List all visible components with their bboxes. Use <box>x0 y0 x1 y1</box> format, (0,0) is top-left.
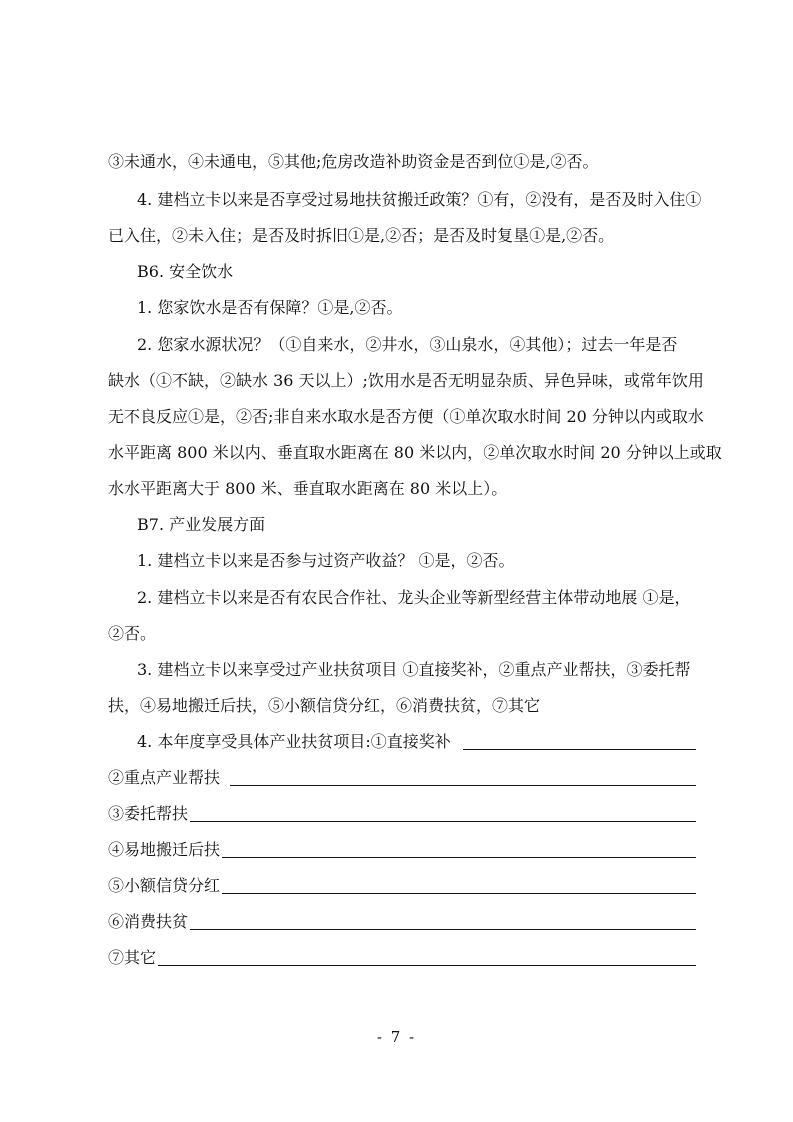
b7-q1: 1. 建档立卡以来是否参与过资产收益？ ①是，②否。 <box>137 551 515 570</box>
b6-q2-line3: 无不良反应①是，②否;非自来水取水是否方便（①单次取水时间 20 分钟以内或取水 <box>108 407 704 426</box>
fill-in-blank[interactable] <box>222 839 696 858</box>
fill-row-other <box>108 946 696 968</box>
b6-q2-line5: 水水平距离大于 800 米、垂直取水距离在 80 米以上）。 <box>108 479 508 498</box>
b7-q4-row <box>137 730 696 752</box>
fill-row-label: ④易地搬迁后扶 <box>108 840 221 859</box>
fill-in-blank[interactable] <box>190 803 696 822</box>
b6-heading: B6. 安全饮水 <box>137 262 234 281</box>
b7-q3-line1: 3. 建档立卡以来享受过产业扶贫项目 ①直接奖补，②重点产业帮扶，③委托帮 <box>137 660 691 679</box>
fill-row-key-industry <box>108 766 696 788</box>
fill-row-label: ②重点产业帮扶 <box>108 768 221 787</box>
b6-q1: 1. 您家饮水是否有保障？①是,②否。 <box>137 298 403 317</box>
fill-row-label: ③委托帮扶 <box>108 804 189 823</box>
b7-heading: B7. 产业发展方面 <box>137 515 266 534</box>
fill-row-microcredit-dividend <box>108 874 696 896</box>
fill-in-blank[interactable] <box>230 767 696 786</box>
b5-q4-line1: 4. 建档立卡以来是否享受过易地扶贫搬迁政策？①有，②没有，是否及时入住① <box>137 190 702 209</box>
b7-q3-line2: 扶，④易地搬迁后扶，⑤小额信贷分红，⑥消费扶贫，⑦其它 <box>108 696 541 715</box>
fill-row-relocation-support <box>108 838 696 860</box>
fill-in-blank[interactable] <box>158 947 696 966</box>
fill-row-label: ⑥消费扶贫 <box>108 912 189 931</box>
b6-q2-line1: 2. 您家水源状况？（①自来水，②井水，③山泉水，④其他）；过去一年是否 <box>137 335 678 354</box>
page-number: - 7 - <box>376 1028 417 1046</box>
b7-q2-line1: 2. 建档立卡以来是否有农民合作社、龙头企业等新型经营主体带动地展 ①是， <box>137 588 691 607</box>
b5-q4-line2: 已入住，②未入住；是否及时拆旧①是,②否；是否及时复垦①是,②否。 <box>108 226 615 245</box>
fill-row-label: ⑦其它 <box>108 948 157 967</box>
fill-in-blank[interactable] <box>190 911 696 930</box>
b7-q2-line2: ②否。 <box>108 624 157 643</box>
b7-q4-label: 4. 本年度享受具体产业扶贫项目:①直接奖补 <box>137 732 451 751</box>
fill-row-label: ⑤小额信贷分红 <box>108 876 221 895</box>
b6-q2-line2: 缺水（①不缺，②缺水 36 天以上）;饮用水是否无明显杂质、异色异味，或常年饮用 <box>108 371 704 390</box>
b6-q2-line4: 水平距离 800 米以内、垂直取水距离在 80 米以内，②单次取水时间 20 分钟以上或取 <box>108 443 722 462</box>
fill-in-blank[interactable] <box>222 875 696 894</box>
fill-in-blank-direct-subsidy[interactable] <box>463 731 696 750</box>
fill-row-entrusted-assistance <box>108 802 696 824</box>
b5-continuation-line: ③未通水，④未通电，⑤其他;危房改造补助资金是否到位①是,②否。 <box>108 152 599 171</box>
fill-row-consumption-poverty-alleviation <box>108 910 696 932</box>
